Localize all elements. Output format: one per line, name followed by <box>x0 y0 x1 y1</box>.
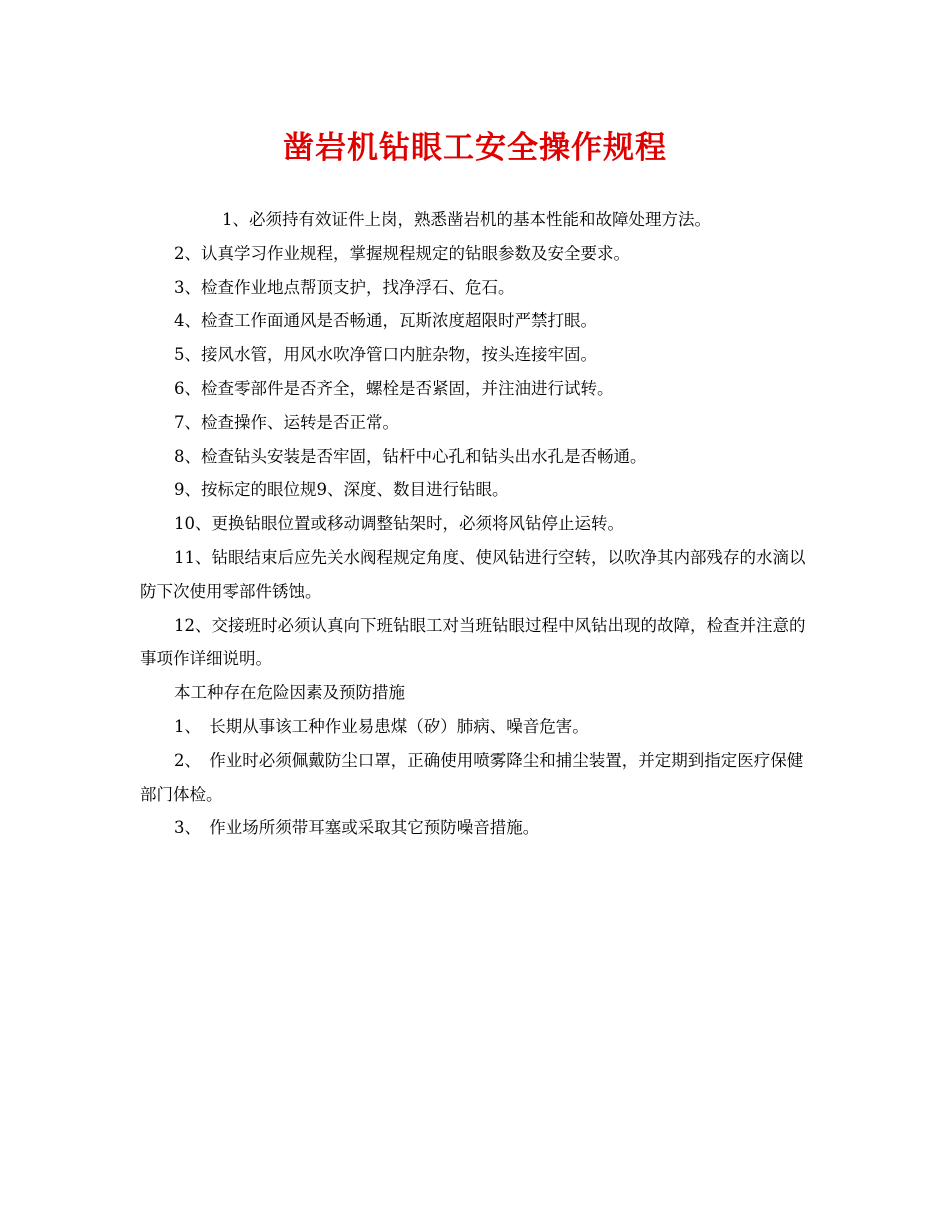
hazard-item-1: 1、 长期从事该工种作业易患煤（矽）肺病、噪音危害。 <box>174 716 589 736</box>
paragraph-2: 2、认真学习作业规程，掌握规程规定的钻眼参数及安全要求。 <box>174 243 630 263</box>
paragraph-6: 6、检查零部件是否齐全，螺栓是否紧固，并注油进行试转。 <box>174 378 614 398</box>
paragraph-5: 5、接风水管，用风水吹净管口内脏杂物，按头连接牢固。 <box>174 345 597 365</box>
paragraph-8: 8、检查钻头安装是否牢固，钻杆中心孔和钻头出水孔是否畅通。 <box>174 446 647 466</box>
paragraph-10: 10、更换钻眼位置或移动调整钻架时，必须将风钻停止运转。 <box>174 514 624 534</box>
paragraph-11: 11、钻眼结束后应先关水阀程规定角度、使风钻进行空转，以吹净其内部残存的水滴以防下次使用零部件锈蚀。 <box>140 547 806 601</box>
hazard-item-2: 2、 作业时必须佩戴防尘口罩，正确使用喷雾降尘和捕尘装置，并定期到指定医疗保健部门体检。 <box>140 750 804 804</box>
paragraph-7: 7、检查操作、运转是否正常。 <box>174 412 399 432</box>
paragraph-4: 4、检查工作面通风是否畅通，瓦斯浓度超限时严禁打眼。 <box>174 311 597 331</box>
paragraph-12: 12、交接班时必须认真向下班钻眼工对当班钻眼过程中风钻出现的故障，检查并注意的事项作详细说明。 <box>140 615 806 669</box>
document-body <box>140 203 812 845</box>
document-title: 凿岩机钻眼工安全操作规程 <box>283 130 667 166</box>
hazard-section-heading: 本工种存在危险因素及预防措施 <box>174 683 405 703</box>
paragraph-9: 9、按标定的眼位规9、深度、数目进行钻眼。 <box>174 480 509 500</box>
paragraph-1: 1、必须持有效证件上岗，熟悉凿岩机的基本性能和故障处理方法。 <box>222 210 711 229</box>
paragraph-3: 3、检查作业地点帮顶支护，找净浮石、危石。 <box>174 277 515 297</box>
hazard-item-3: 3、 作业场所须带耳塞或采取其它预防噪音措施。 <box>174 818 540 838</box>
